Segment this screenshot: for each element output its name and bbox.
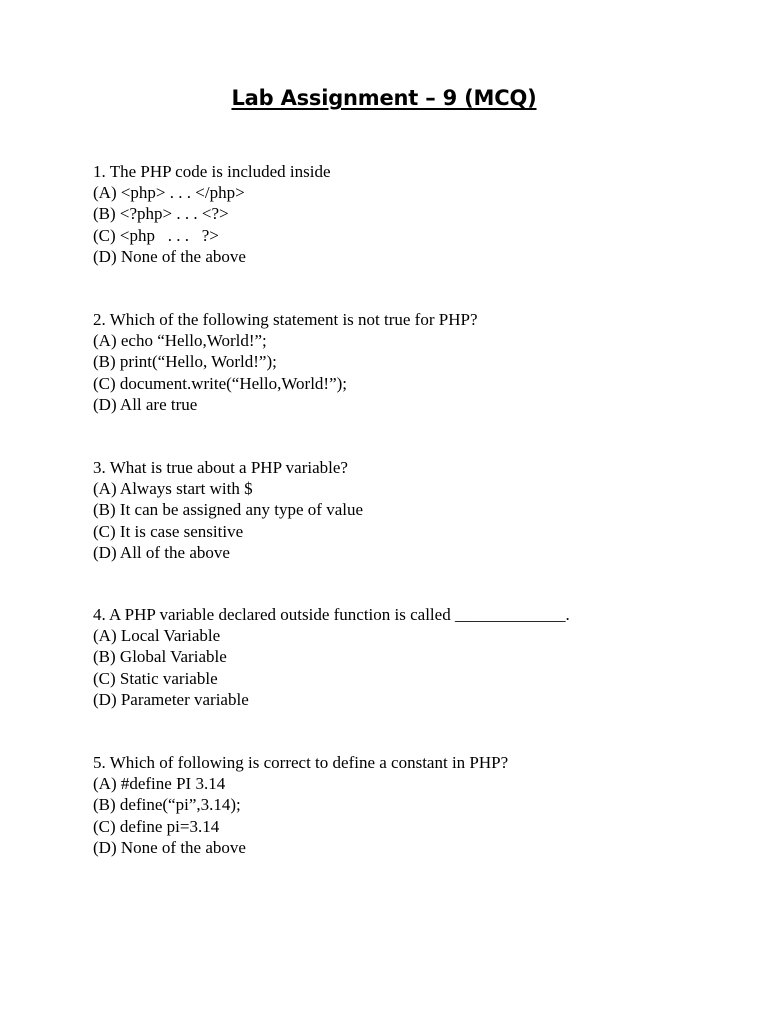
- option-c: (C) Static variable: [93, 668, 218, 688]
- option-b: (B) print(“Hello, World!”);: [93, 352, 277, 372]
- question-text: 4. A PHP variable declared outside function is called _____________.: [93, 605, 570, 624]
- question-text: 2. Which of the following statement is not true for PHP?: [93, 310, 478, 329]
- question-5: [93, 752, 713, 858]
- option-d: (D) Parameter variable: [93, 689, 249, 709]
- option-a: (A) echo “Hello,World!”;: [93, 331, 267, 351]
- option-d: (D) None of the above: [93, 246, 246, 266]
- question-text: 5. Which of following is correct to define a constant in PHP?: [93, 753, 509, 772]
- option-d: (D) None of the above: [93, 837, 246, 857]
- option-a: (A) <php> . . . </php>: [93, 183, 245, 203]
- option-b: (B) <?php> . . . <?>: [93, 204, 229, 224]
- option-d: (D) All of the above: [93, 542, 230, 562]
- option-a: (A) #define PI 3.14: [93, 774, 226, 794]
- question-2: [93, 309, 713, 415]
- option-c: (C) It is case sensitive: [93, 521, 244, 541]
- question-text: 3. What is true about a PHP variable?: [93, 458, 348, 477]
- option-b: (B) Global Variable: [93, 647, 227, 667]
- question-1: [93, 161, 713, 267]
- option-d: (D) All are true: [93, 394, 198, 414]
- question-3: [93, 457, 713, 563]
- option-b: (B) define(“pi”,3.14);: [93, 795, 241, 815]
- question-text: 1. The PHP code is included inside: [93, 162, 331, 181]
- page-title: Lab Assignment – 9 (MCQ): [231, 86, 537, 110]
- option-c: (C) define pi=3.14: [93, 816, 220, 836]
- option-b: (B) It can be assigned any type of value: [93, 500, 364, 520]
- question-4: [93, 604, 713, 710]
- option-a: (A) Local Variable: [93, 626, 221, 646]
- option-c: (C) document.write(“Hello,World!”);: [93, 373, 348, 393]
- option-a: (A) Always start with $: [93, 479, 253, 499]
- option-c: (C) <php . . . ?>: [93, 225, 219, 245]
